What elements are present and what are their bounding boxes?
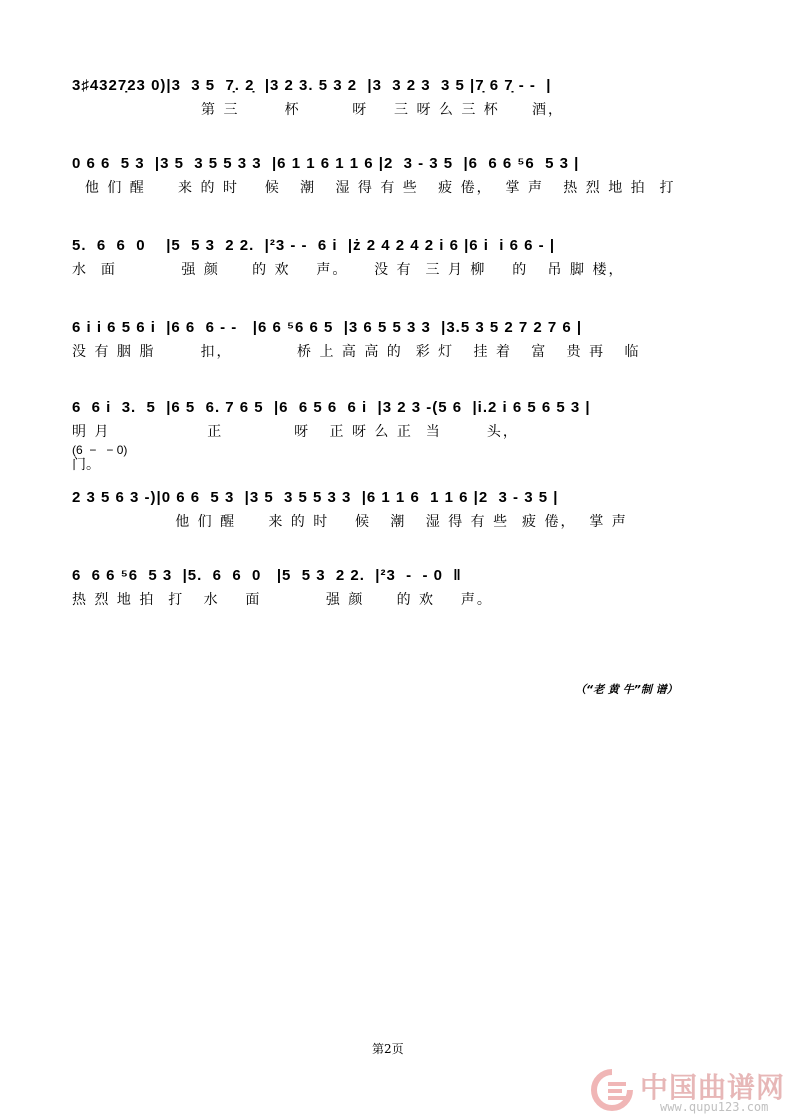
lyrics-line: 没 有 胭 脂 扣， 桥 上 高 高 的 彩 灯 挂 着 富 贵 再 临 xyxy=(72,344,641,360)
watermark-url: www.qupu123.com xyxy=(660,1100,769,1114)
lyrics-line: 他 们 醒 来 的 时 候 潮 湿 得 有 些 疲 倦， 掌 声 xyxy=(72,514,628,530)
music-system-6 xyxy=(72,488,732,558)
notation-line: 3♯4327̣23 0)|3 3 5 7̣. 2̣ |3 2 3. 5 3 2 |3 3 2 3 3 5 |7̣ 6 7̣ - - | xyxy=(72,77,552,94)
page-number: 第2页 xyxy=(372,1042,404,1056)
notation-line: 6 6 i 3. 5 |6 5 6. 7 6 5 |6 6 5 6 6 i |3 2 3 -(5 6 |i.2 i 6 5 6 5 3 | xyxy=(72,399,591,416)
notation-line: 2 3 5 6 3 -)|0 6 6 5 3 |3 5 3 5 5 3 3 |6 1 1 6 1 1 6 |2 3 - 3 5 | xyxy=(72,489,559,506)
alternate-ending-notes: (6 − − 0) xyxy=(72,443,128,457)
music-system-5 xyxy=(72,398,732,473)
notation-line: 6 6 6 ⁵6 5 3 |5. 6 6 0 |5 5 3 2 2. |²3 - - 0 ‖ xyxy=(72,567,462,584)
music-system-4 xyxy=(72,318,732,388)
watermark-title: 中国曲谱网 xyxy=(640,1071,786,1104)
arranger-credit: （“老 黄 牛”制 谱） xyxy=(575,683,678,696)
site-watermark xyxy=(590,1066,790,1119)
music-system-7 xyxy=(72,566,732,636)
lyrics-line: 水 面 强 颜 的 欢 声。 没 有 三 月 柳 的 吊 脚 楼， xyxy=(72,262,625,278)
lyrics-line: 明 月 正 呀 正 呀 么 正 当 头， xyxy=(72,424,519,440)
notation-line: 5. 6 6 0 |5 5 3 2 2. |²3 - - 6 i |ż 2 4 2 4 2 i 6 |6 i i 6 6 - | xyxy=(72,237,556,254)
qupu-logo-icon xyxy=(590,1068,634,1112)
notation-line: 0 6 6 5 3 |3 5 3 5 5 3 3 |6 1 1 6 1 1 6 |2 3 - 3 5 |6 6 6 ⁵6 5 3 | xyxy=(72,155,580,172)
music-system-1 xyxy=(72,76,732,146)
music-system-2 xyxy=(72,154,732,224)
lyrics-line: 他 们 醒 来 的 时 候 潮 湿 得 有 些 疲 倦， 掌 声 热 烈 地 拍 打 xyxy=(72,180,676,196)
music-system-3 xyxy=(72,236,732,306)
notation-line: 6 i i 6 5 6 i |6 6 6 - - |6 6 ⁵6 6 5 |3 6 5 5 3 3 |3.5 3 5 2 7 2 7 6 | xyxy=(72,319,583,336)
alternate-ending-lyric: 门。 xyxy=(72,457,100,473)
lyrics-line: 热 烈 地 拍 打 水 面 强 颜 的 欢 声。 xyxy=(72,592,493,608)
lyrics-line: 第 三 杯 呀 三 呀 么 三 杯 酒， xyxy=(72,102,565,118)
